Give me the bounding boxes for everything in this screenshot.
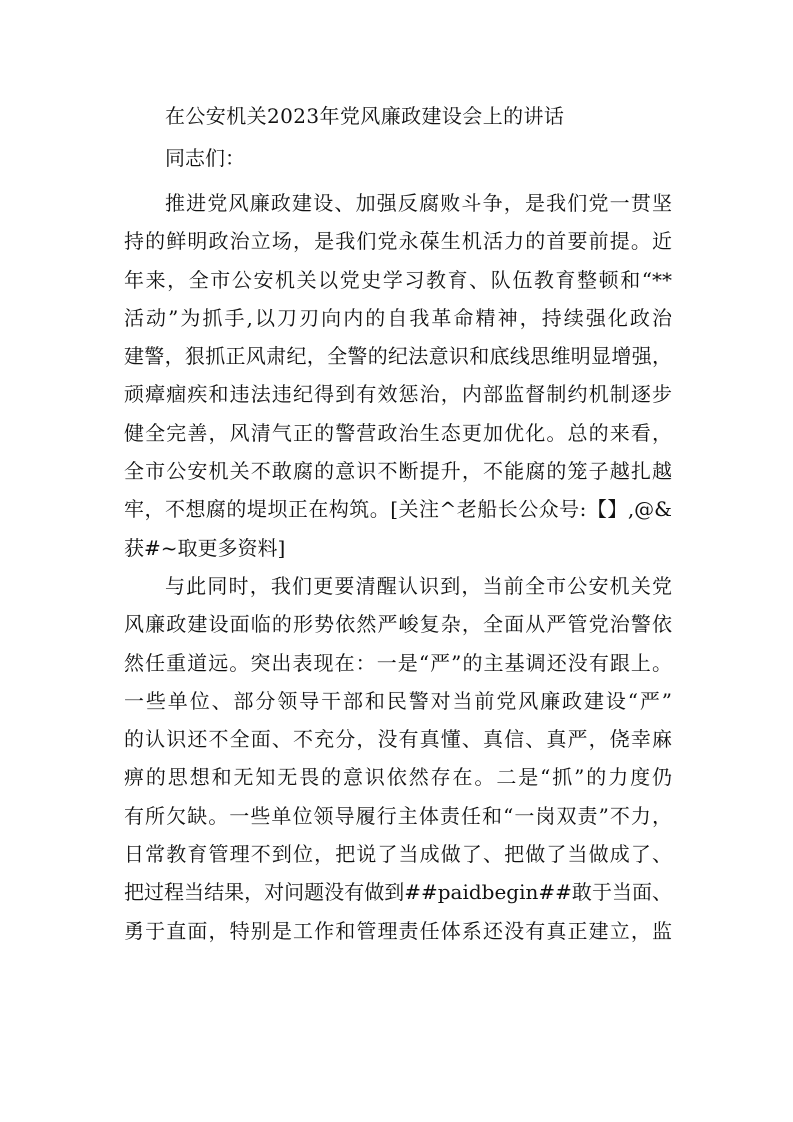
text-line: 推进党风廉政建设、加强反腐败斗争，是我们党一贯坚: [165, 191, 672, 215]
paragraph-1: [124, 184, 672, 567]
text-line: 全市公安机关不敢腐的意识不断提升，不能腐的笼子越扎越: [124, 459, 672, 484]
text-line: 然任重道远。突出表现在：一是“严”的主基调还没有跟上。: [124, 650, 672, 675]
paragraph-2: [124, 567, 672, 950]
text-line: 有所欠缺。一些单位领导履行主体责任和“一岗双责”不力，: [124, 803, 672, 828]
text-line: 风廉政建设面临的形势依然严峻复杂，全面从严管党治警依: [124, 612, 672, 637]
text-line: 与此同时，我们更要清醒认识到，当前全市公安机关党: [165, 573, 672, 598]
text-line: 建警，狠抓正风肃纪，全警的纪法意识和底线思维明显增强，: [124, 344, 672, 369]
text-line: 活动”为抓手,以刀刃向内的自我革命精神，持续强化政治: [124, 305, 672, 330]
text-line: 持的鲜明政治立场，是我们党永葆生机活力的首要前提。近: [124, 229, 672, 254]
text-line: 痹的思想和无知无畏的意识依然存在。二是“抓”的力度仍: [124, 765, 672, 790]
text-line: 获#~取更多资料]: [124, 535, 286, 560]
salutation: 同志们：: [165, 146, 245, 170]
speech-body: [124, 184, 672, 950]
text-line: 牢，不想腐的堤坝正在构筑。[关注^老船长公众号:【】,@&: [124, 497, 672, 522]
speech-title: 在公安机关2023年党风廉政建设会上的讲话: [165, 104, 565, 128]
text-line: 的认识还不全面、不充分，没有真懂、真信、真严，侥幸麻: [124, 727, 672, 752]
text-line: 年来，全市公安机关以党史学习教育、队伍教育整顿和“**: [124, 267, 672, 292]
text-line: 健全完善，风清气正的警营政治生态更加优化。总的来看，: [124, 420, 672, 445]
text-line: 日常教育管理不到位，把说了当成做了、把做了当做成了、: [124, 842, 672, 867]
text-line: 把过程当结果，对问题没有做到##paidbegin##敢于当面、: [124, 880, 672, 905]
text-line: 一些单位、部分领导干部和民警对当前党风廉政建设“严”: [124, 688, 672, 713]
text-line: 勇于直面，特别是工作和管理责任体系还没有真正建立，监: [124, 918, 672, 943]
text-line: 顽瘴痼疾和违法违纪得到有效惩治，内部监督制约机制逐步: [124, 382, 672, 407]
